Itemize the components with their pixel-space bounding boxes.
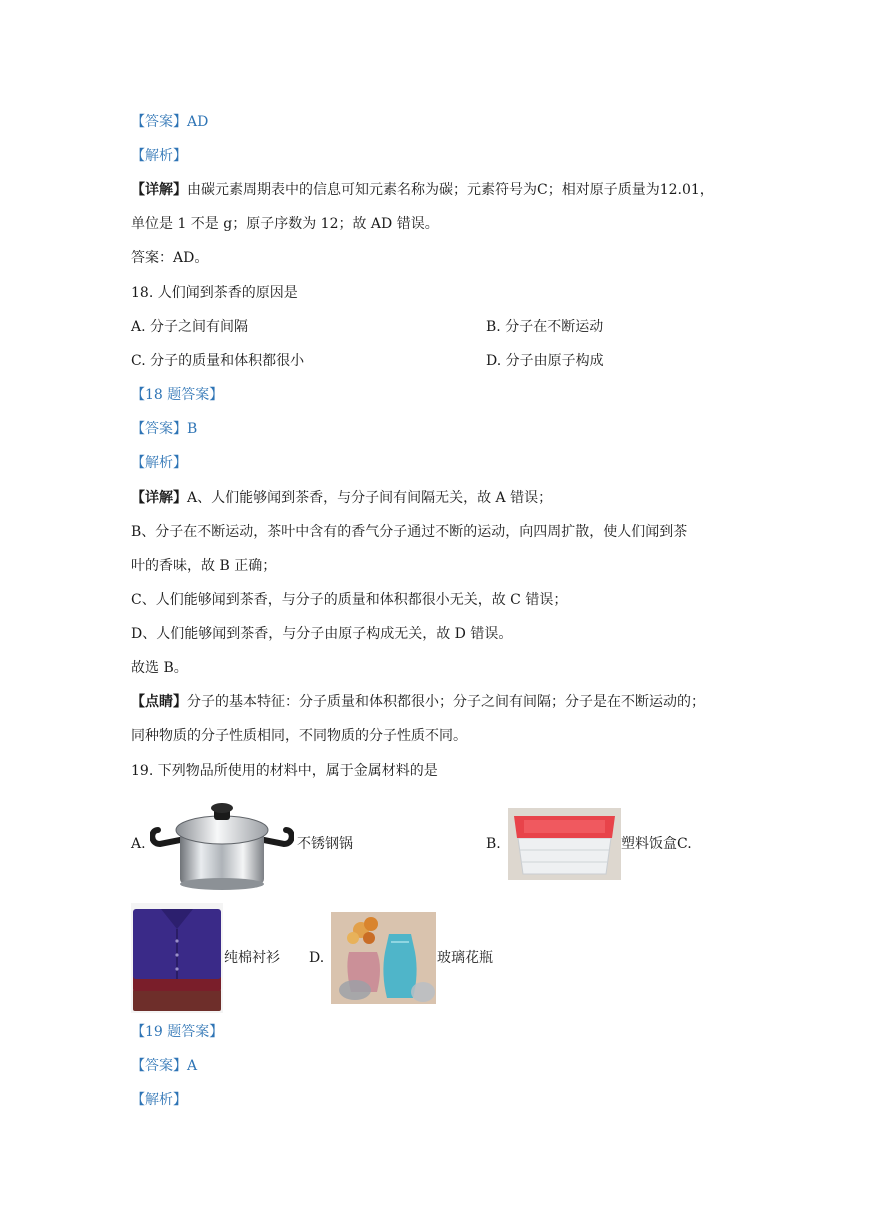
q18-option-a: A. 分子之间有间隔 (131, 319, 249, 335)
q18-detail-a-text: A、人们能够闻到茶香，与分子间有间隔无关，故 A 错误； (187, 490, 553, 506)
answer-17: 【答案】AD (131, 114, 209, 130)
q18-option-c: C. 分子的质量和体积都很小 (131, 353, 305, 369)
glass-vases-image (331, 912, 436, 1004)
q18-analysis-header: 【解析】 (131, 455, 187, 471)
q18-comment-1-text: 分子的基本特征：分子质量和体积都很小；分子之间有间隔；分子是在不断运动的； (187, 694, 705, 710)
q18-answer: 【答案】B (131, 421, 198, 437)
q18-stem: 18. 人们闻到茶香的原因是 (131, 285, 298, 301)
q18-detail-b-2: 叶的香味，故 B 正确； (131, 558, 277, 574)
q18-detail-c: C、人们能够闻到茶香，与分子的质量和体积都很小无关，故 C 错误； (131, 592, 568, 608)
q19-option-c-label: 纯棉衬衫 (224, 950, 280, 966)
q19-option-a-label: 不锈钢锅 (297, 836, 353, 852)
q19-analysis-header: 【解析】 (131, 1092, 187, 1108)
q18-answer-header: 【18 题答案】 (131, 387, 224, 403)
detail-17-line-1 (131, 180, 714, 200)
detail-17-text: 由碳元素周期表中的信息可知元素名称为碳；元素符号为C；相对原子质量为12.01， (187, 182, 714, 198)
q18-comment-tag: 【点睛】 (131, 694, 187, 710)
q19-option-d-letter: D. (309, 950, 325, 966)
stainless-steel-pot-image (150, 800, 294, 892)
q18-detail-tag: 【详解】 (131, 490, 187, 506)
q18-comment-2: 同种物质的分子性质相同，不同物质的分子性质不同。 (131, 728, 467, 744)
q19-option-b-label: 塑料饭盒C. (621, 836, 692, 852)
cotton-shirts-image (131, 903, 223, 1013)
detail-17-line-2: 单位是 1 不是 g；原子序数为 12；故 AD 错误。 (131, 216, 439, 232)
q19-option-b-letter: B. (486, 836, 501, 852)
q19-answer: 【答案】A (131, 1058, 198, 1074)
q19-stem: 19. 下列物品所使用的材料中，属于金属材料的是 (131, 763, 438, 779)
q18-option-d: D. 分子由原子构成 (486, 353, 604, 369)
q19-option-a-letter: A. (131, 836, 146, 852)
q18-detail-a (131, 488, 552, 508)
plastic-lunch-box-image (508, 808, 621, 880)
detail-17-tag: 【详解】 (131, 182, 187, 198)
q18-conclusion: 故选 B。 (131, 660, 188, 676)
q18-detail-b-1: B、分子在不断运动，茶叶中含有的香气分子通过不断的运动，向四周扩散，使人们闻到茶 (131, 524, 688, 540)
q19-option-d-label: 玻璃花瓶 (437, 950, 493, 966)
answer-17-repeat: 答案：AD。 (131, 250, 209, 266)
q18-option-b: B. 分子在不断运动 (486, 319, 604, 335)
q19-answer-header: 【19 题答案】 (131, 1024, 224, 1040)
q18-detail-d: D、人们能够闻到茶香，与分子由原子构成无关，故 D 错误。 (131, 626, 513, 642)
q18-comment-1 (131, 692, 705, 712)
analysis-17-header: 【解析】 (131, 148, 187, 164)
